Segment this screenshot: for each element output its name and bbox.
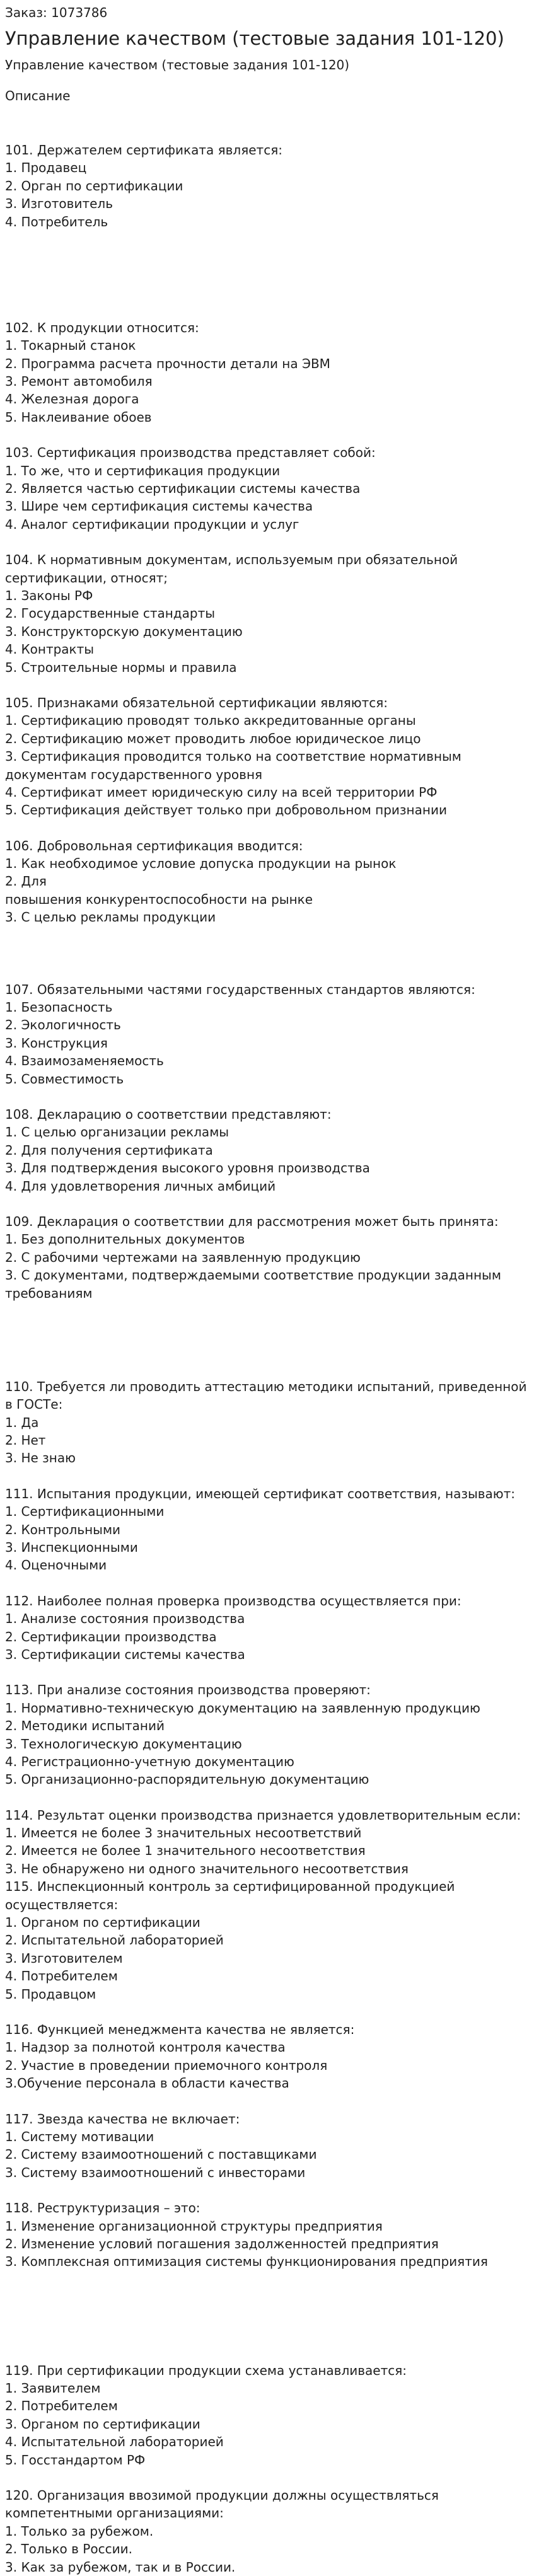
question-text: 114. Результат оценки производства признается удовлетворительным если:: [5, 1807, 521, 1823]
spacer: [5, 1302, 529, 1378]
answer-option: 4. Потребитель: [5, 214, 108, 229]
question-text: 109. Декларация о соответствии для рассмотрения может быть принята:: [5, 1213, 499, 1229]
spacer: [5, 1663, 529, 1681]
answer-option: 1. Надзор за полнотой контроля качества: [5, 2040, 286, 2055]
answer-option: 2. Программа расчета прочности детали на ЭВМ: [5, 355, 330, 371]
spacer: [5, 1195, 529, 1213]
answer-option: 4. Железная дорога: [5, 391, 139, 407]
question-block: [5, 444, 529, 533]
answer-option: 2. Является частью сертификации системы качества: [5, 481, 361, 497]
answer-option: 3. Изготовитель: [5, 196, 113, 212]
order-number: Заказ: 1073786: [5, 5, 108, 20]
answer-option: 1. Только за рубежом.: [5, 2523, 154, 2539]
spacer: [5, 2093, 529, 2110]
spacer: [5, 819, 529, 837]
answer-option: 3. Сертификации системы качества: [5, 1646, 245, 1662]
answer-option: 1. То же, что и сертификация продукции: [5, 463, 281, 478]
answer-option: 3. Органом по сертификации: [5, 2416, 200, 2432]
question-block: [5, 141, 529, 231]
question-block: [5, 2486, 529, 2576]
question-block: [5, 1592, 529, 1664]
answer-option: 1. Имеется не более 3 значительных несоответствий: [5, 1825, 362, 1841]
answer-option: 2. Государственные стандарты: [5, 606, 216, 621]
answer-option: 3. Систему взаимоотношений с инвесторами: [5, 2164, 306, 2180]
answer-option: 1. Сертификационными: [5, 1504, 165, 1520]
answer-option: 1. Анализе состояния производства: [5, 1611, 245, 1627]
question-text: 113. При анализе состояния производства проверяют:: [5, 1682, 371, 1698]
answer-option: 3. Конструкция: [5, 1035, 108, 1051]
answer-option: 2. Методики испытаний: [5, 1718, 165, 1734]
answer-option: 1. Сертификацию проводят только аккредитованные органы: [5, 713, 416, 729]
answer-option: 5. Продавцом: [5, 1986, 96, 2002]
answer-option: 3. Сертификация проводится только на соответствие нормативным документам государственного уровня: [5, 749, 461, 782]
answer-option: 2. Сертификации производства: [5, 1629, 217, 1644]
answer-option: 2. Имеется не более 1 значительного несоответствия: [5, 1843, 366, 1859]
spacer: [5, 676, 529, 694]
question-block: [5, 1378, 529, 1467]
answer-option: 4. Аналог сертификации продукции и услуг: [5, 516, 299, 532]
question-text: 117. Звезда качества не включает:: [5, 2111, 240, 2127]
answer-option: 1. Да: [5, 1414, 39, 1430]
spacer: [5, 1088, 529, 1106]
answer-option: 2. Только в России.: [5, 2541, 132, 2557]
question-block: [5, 694, 529, 819]
answer-option: 2. Нет: [5, 1433, 46, 1448]
answer-option: 5. Сертификация действует только при добровольном признании: [5, 802, 447, 818]
spacer: [5, 2271, 529, 2362]
answer-option: 1. Без дополнительных документов: [5, 1232, 245, 1247]
question-text: 101. Держателем сертификата является:: [5, 142, 282, 158]
answer-option: 1. Изменение организационной структуры предприятия: [5, 2218, 383, 2234]
answer-option: 3. Технологическую документацию: [5, 1736, 242, 1752]
question-list: [5, 141, 529, 2576]
question-block: [5, 2199, 529, 2271]
answer-option: 3. Ремонт автомобиля: [5, 374, 153, 390]
spacer: [5, 2181, 529, 2199]
spacer: [5, 1574, 529, 1592]
question-text: 107. Обязательными частями государственных стандартов являются:: [5, 981, 475, 997]
spacer: [5, 1789, 529, 1806]
question-block: [5, 551, 529, 676]
question-block: [5, 981, 529, 1088]
answer-option: 4. Испытательной лабораторией: [5, 2434, 224, 2450]
answer-option: 3. Для подтверждения высокого уровня производства: [5, 1160, 370, 1176]
answer-option: 1. Безопасность: [5, 1000, 113, 1015]
question-text: 110. Требуется ли проводить аттестацию методики испытаний, приведенной в ГОСТе:: [5, 1378, 527, 1412]
answer-option: 2. Участие в проведении приемочного контроля: [5, 2057, 328, 2073]
question-text: 120. Организация ввозимой продукции должны осуществляться компетентными организациями:: [5, 2488, 439, 2521]
question-block: [5, 1681, 529, 1788]
answer-option: 3. Изготовителем: [5, 1950, 123, 1966]
answer-option: 2. Контрольными: [5, 1522, 121, 1537]
spacer: [5, 2003, 529, 2021]
answer-option: 4. Сертификат имеет юридическую силу на всей территории РФ: [5, 784, 438, 800]
answer-option: 4. Оценочными: [5, 1557, 107, 1573]
answer-option: 3. Не знаю: [5, 1450, 76, 1466]
answer-option: 1. Органом по сертификации: [5, 1915, 200, 1931]
answer-option: 1. Продавец: [5, 160, 87, 176]
answer-option: 5. Госстандартом РФ: [5, 2452, 146, 2468]
spacer: [5, 927, 529, 981]
spacer: [5, 2469, 529, 2486]
answer-option: 5. Организационно-распорядительную документацию: [5, 1772, 369, 1788]
answer-option: 3. Конструкторскую документацию: [5, 623, 243, 639]
answer-option: 1. Нормативно-техническую документацию на заявленную продукцию: [5, 1700, 480, 1716]
answer-option: 5. Строительные нормы и правила: [5, 659, 237, 675]
answer-option: 1. Как необходимое условие допуска продукции на рынок: [5, 856, 397, 872]
question-block: [5, 1213, 529, 1302]
question-text: 115. Инспекционный контроль за сертифицированной продукцией осуществляется:: [5, 1879, 455, 1912]
answer-option: 4. Контракты: [5, 642, 95, 657]
question-text: 111. Испытания продукции, имеющей сертификат соответствия, называют:: [5, 1486, 516, 1501]
question-block: [5, 1485, 529, 1574]
answer-option: 3. С целью рекламы продукции: [5, 910, 216, 925]
question-text: 108. Декларацию о соответствии представляют:: [5, 1106, 332, 1122]
answer-option: 3. Инспекционными: [5, 1540, 138, 1556]
answer-option: 3. Комплексная оптимизация системы функционирования предприятия: [5, 2254, 488, 2270]
answer-option: 1. С целью организации рекламы: [5, 1124, 229, 1140]
answer-option: 5. Совместимость: [5, 1071, 124, 1087]
question-text: 112. Наиболее полная проверка производства осуществляется при:: [5, 1593, 461, 1609]
answer-option: 2. Испытательной лабораторией: [5, 1932, 224, 1948]
question-text: 104. К нормативным документам, используемым при обязательной сертификации, относят;: [5, 552, 458, 586]
question-block: [5, 319, 529, 426]
spacer: [5, 1467, 529, 1485]
answer-option: 4. Регистрационно-учетную документацию: [5, 1753, 294, 1769]
answer-option: 2. Сертификацию может проводить любое юридическое лицо: [5, 731, 421, 746]
answer-option: 3. Не обнаружено ни одного значительного несоответствия: [5, 1861, 409, 1876]
answer-option: 2. Изменение условий погашения задолженностей предприятия: [5, 2236, 439, 2251]
question-text: 118. Реструктуризация – это:: [5, 2200, 200, 2216]
answer-option: 4. Взаимозаменяемость: [5, 1053, 164, 1069]
answer-option: 1. Законы РФ: [5, 588, 93, 603]
spacer: [5, 533, 529, 551]
question-text: 103. Сертификация производства представляет собой:: [5, 445, 376, 461]
spacer: [5, 426, 529, 444]
answer-option: 4. Потребителем: [5, 1968, 118, 1984]
question-block: [5, 1806, 529, 1878]
spacer: [5, 231, 529, 319]
question-block: [5, 1878, 529, 2003]
answer-option: 2. Систему взаимоотношений с поставщиками: [5, 2147, 317, 2163]
answer-option: повышения конкурентоспособности на рынке: [5, 891, 313, 907]
answer-option: 1. Токарный станок: [5, 338, 136, 354]
answer-option: 2. Экологичность: [5, 1017, 121, 1033]
question-block: [5, 1106, 529, 1195]
question-text: 102. К продукции относится:: [5, 320, 199, 335]
page-title: Управление качеством (тестовые задания 101-120): [5, 28, 504, 50]
answer-option: 2. Орган по сертификации: [5, 178, 183, 193]
answer-option: 3. С документами, подтверждаемыми соответствие продукции заданным требованиям: [5, 1268, 501, 1301]
question-block: [5, 2362, 529, 2469]
question-text: 105. Признаками обязательной сертификации являются:: [5, 695, 388, 710]
answer-option: 2. Для получения сертификата: [5, 1142, 213, 1158]
question-block: [5, 837, 529, 927]
answer-option: 3. Как за рубежом, так и в России.: [5, 2559, 236, 2575]
question-text: 119. При сертификации продукции схема устанавливается:: [5, 2362, 407, 2378]
question-block: [5, 2021, 529, 2093]
question-text: 106. Добровольная сертификация вводится:: [5, 838, 303, 853]
question-text: 116. Функцией менеджмента качества не является:: [5, 2022, 355, 2037]
answer-option: 2. С рабочими чертежами на заявленную продукцию: [5, 1249, 361, 1265]
answer-option: 1. Заявителем: [5, 2381, 101, 2396]
question-block: [5, 2110, 529, 2182]
answer-option: 1. Систему мотивации: [5, 2128, 154, 2144]
answer-option: 2. Для: [5, 874, 47, 889]
answer-option: 5. Наклеивание обоев: [5, 409, 152, 425]
section-label-description: Описание: [5, 88, 71, 103]
answer-option: 4. Для удовлетворения личных амбиций: [5, 1178, 276, 1194]
answer-option: 3.Обучение персонала в области качества: [5, 2076, 289, 2091]
answer-option: 3. Шире чем сертификация системы качества: [5, 499, 313, 514]
answer-option: 2. Потребителем: [5, 2398, 118, 2414]
page-subtitle: Управление качеством (тестовые задания 101-120): [5, 57, 350, 73]
